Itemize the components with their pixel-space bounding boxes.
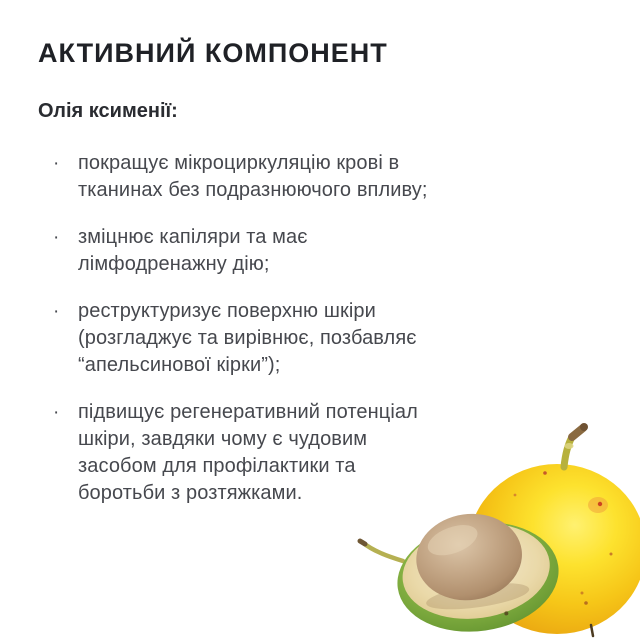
bullet-dot: ·: [53, 153, 60, 174]
ximenia-fruits-illustration: [355, 413, 640, 640]
bullet-dot: ·: [53, 301, 60, 322]
green-fruit-stem: [360, 541, 403, 561]
bullet-text: зміцнює капіляри та має лімфодренажну дію;: [78, 226, 308, 275]
fruit-stem: [564, 423, 588, 467]
list-item: [38, 298, 508, 379]
section-subtitle: Олія ксименії:: [38, 100, 178, 122]
bullet-text: реструктуризує поверхню шкіри (розгладжує та вирівнює, позбавляє “апельсинової кірки”);: [78, 300, 417, 376]
bullet-dot: ·: [53, 402, 60, 423]
bullet-text: покращує мікроциркуляцію крові в тканинах без подразнюючого впливу;: [78, 152, 428, 201]
page-title: АКТИВНИЙ КОМПОНЕНТ: [38, 38, 388, 68]
list-item: [38, 150, 508, 204]
bullet-dot: ·: [53, 227, 60, 248]
bullet-text: підвищує регенеративний потенціал шкіри, завдяки чому є чудовим засобом для профілактики та боротьби з розтяжками.: [78, 401, 418, 504]
ximenia-fruits-image: [355, 413, 640, 640]
list-item: [38, 224, 508, 278]
